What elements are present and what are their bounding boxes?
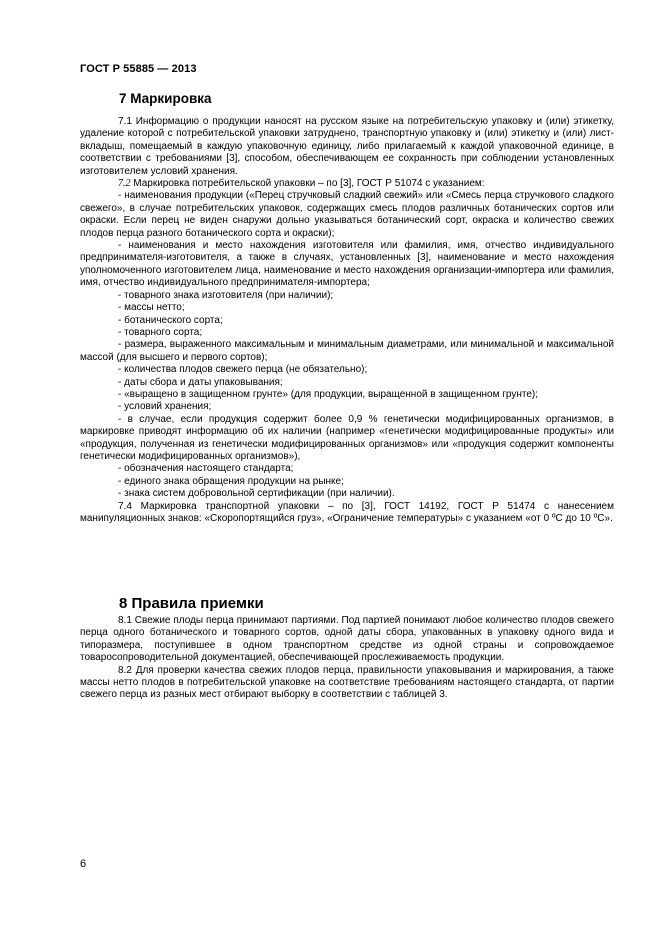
list-item: - ботанического сорта; — [118, 314, 223, 326]
document-header: ГОСТ Р 55885 — 2013 — [80, 63, 197, 75]
list-item: - единого знака обращения продукции на рынке; — [118, 475, 344, 487]
paragraph-8-2: 8.2 Для проверки качества свежих плодов перца, правильности упаковывания и маркирования, а также массы нетто плодов в потребительской упаковке на соответствие требованиям настоящего стандарта, от партии свежего перца из разных мест отбирают выборку в соответствии с таблицей 3. — [80, 664, 614, 701]
list-item: - массы нетто; — [118, 302, 185, 314]
section-8-body — [80, 615, 614, 702]
paragraph-8-1: 8.1 Свежие плоды перца принимают партиями. Под партией понимают любое количество плодов свежего перца одного ботанического и товарного сортов, одной даты сбора, упакованных в упаковку одного вида и типоразмера, поступившее в одном транспортном средстве из одной страны и сопровождаемое товаросопроводительной документацией, обеспечивающей прослеживаемость продукции. — [80, 615, 614, 664]
list-item: - товарного сорта; — [118, 326, 203, 338]
section-7-title: 7 Маркировка — [119, 91, 212, 106]
list-item: - обозначения настоящего стандарта; — [118, 463, 294, 475]
list-item: - «выращено в защищенном грунте» (для продукции, выращенной в защищенном грунте); — [118, 388, 538, 400]
paragraph-7-2-text: Маркировка потребительской упаковки – по [3], ГОСТ Р 51074 с указанием: — [130, 178, 485, 190]
section-7-body — [80, 116, 614, 525]
list-item: - в случае, если продукция содержит более 0,9 % генетически модифицированных организмов, в маркировке приводят информацию об их наличии (например «генетически модифицированные продукты» или «продукция, полученная из генетически модифицированных организмов» или «продукция содержит компоненты генетически модифицированных организмов»), — [80, 413, 614, 462]
paragraph-7-1: 7.1 Информацию о продукции наносят на русском языке на потребительскую упаковку и (или) этикетку, удаление которой с потребительской упаковки затруднено, транспортную упаковку и (или) этикетку и (или) лист-вкладыш, помещаемый в каждую упаковочную единицу, либо прилагаемый к каждой упаковочной единице, в соответствии с требованиями [3], способом, обеспечивающем ее сохранность при соблюдении установленных изготовителем условий хранения. — [80, 116, 614, 177]
paragraph-7-2 — [80, 178, 614, 190]
page-number: 6 — [80, 858, 87, 870]
paragraph-7-4: 7.4 Маркировка транспортной упаковки – по [3], ГОСТ 14192, ГОСТ Р 51474 с нанесением манипуляционных знаков: «Скоропортящийся груз», «Ограничение температуры» с указанием «от 0 ºС до 10 ºС». — [80, 500, 614, 524]
list-item: - наименования продукции («Перец стручковый сладкий свежий» или «Смесь перца стручкового сладкого свежего», в случае потребительских упаковок, содержащих смесь плодов различных ботанических сортов или окраски. Если перец не виден снаружи дольно указываться ботанический сорт, окраска и количество свежих плодов перца разного ботанического сорта и окраски); — [80, 190, 614, 239]
list-item: - даты сбора и даты упаковывания; — [118, 376, 283, 388]
list-item: - знака систем добровольной сертификации (при наличии). — [118, 488, 395, 500]
list-item: - условий хранения; — [118, 401, 212, 413]
list-item: - наименования и место нахождения изготовителя или фамилия, имя, отчество индивидуального предпринимателя-изготовителя, а также в случаях, установленных [3], наименование и место нахождения уполномоченного изготовителем лица, наименование и место нахождения организации-импортера или фамилия, имя, отчество индивидуального предпринимателя-импортера; — [80, 240, 614, 289]
list-item: - количества плодов свежего перца (не обязательно); — [118, 364, 368, 376]
list-item: - товарного знака изготовителя (при наличии); — [118, 289, 334, 301]
section-8-title: 8 Правила приемки — [119, 595, 264, 612]
paragraph-7-2-number: 7.2 — [118, 178, 131, 190]
list-item: - размера, выраженного максимальным и минимальным диаметрами, или минимальной и максимальной массой (для высшего и первого сортов); — [80, 339, 614, 363]
